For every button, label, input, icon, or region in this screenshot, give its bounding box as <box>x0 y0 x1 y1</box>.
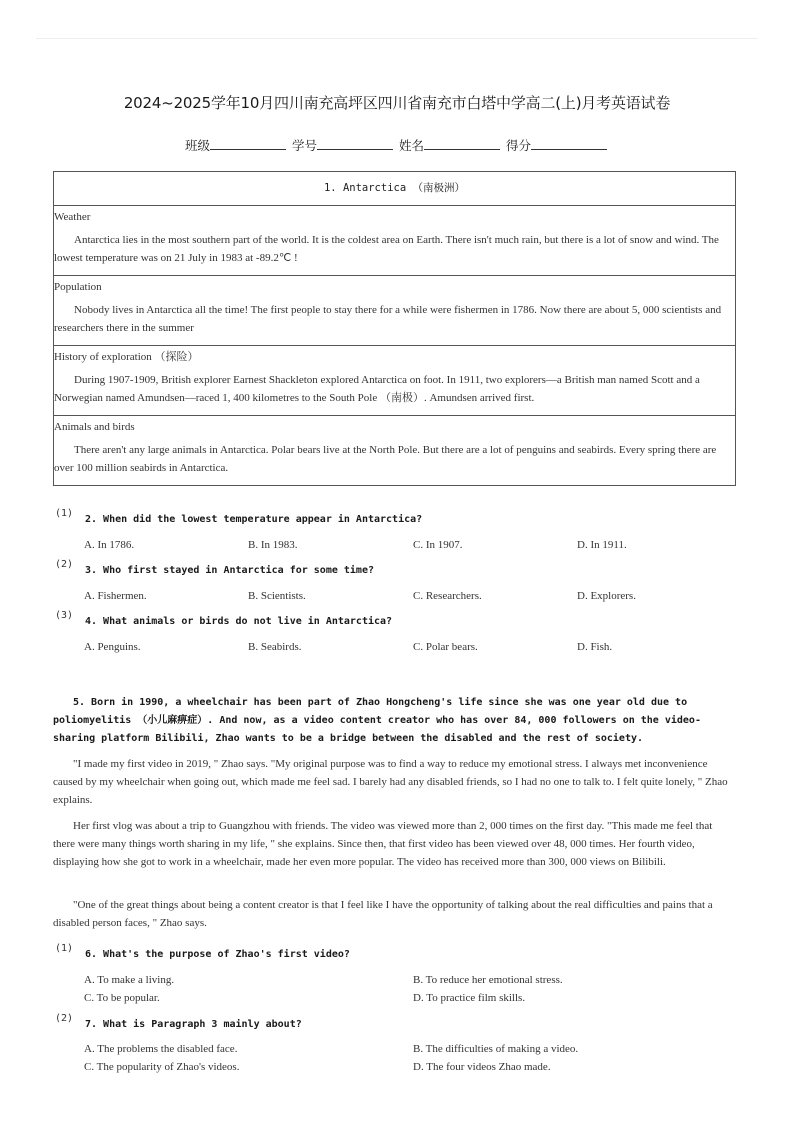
section-animals <box>54 416 735 485</box>
option-c[interactable]: C. In 1907. <box>413 539 463 551</box>
option-b[interactable]: B. The difficulties of making a video. <box>413 1043 579 1055</box>
option-d[interactable]: D. In 1911. <box>577 539 627 551</box>
passage-2-paragraph: "I made my first video in 2019, " Zhao says. "My original purpose was to find a way to reduce my emotional stress. I always met inconvenience caused by my wheelchair when going out, which made me feel sad. I barely had any disabled friends, so I had no one to talk to. I felt quite lonely, " Zhao explains. <box>53 758 728 806</box>
section-heading: Weather <box>54 211 91 223</box>
option-b[interactable]: B. In 1983. <box>248 539 298 551</box>
section-text: Antarctica lies in the most southern part of the world. It is the coldest area on Earth. There isn't much rain, but there is a lot of snow and wind. The lowest temperature was on 21 July in 1983 at -89.2℃ ! <box>54 234 719 264</box>
section-weather <box>54 206 735 276</box>
passage-2-intro: 5. Born in 1990, a wheelchair has been part of Zhao Hongcheng's life since she was one year old due to poliomyelitis （小儿麻痹症）. And now, as a video content creator who has over 84, 000 followers on the video-sharing platform Bilibili, Zhao wants to be a bridge between the disabled and the rest of society. <box>53 697 701 744</box>
option-a[interactable]: A. Fishermen. <box>84 590 147 602</box>
option-a[interactable]: A. To make a living. <box>84 974 175 986</box>
option-a[interactable]: A. Penguins. <box>84 641 141 653</box>
question-stem: 2. When did the lowest temperature appear in Antarctica? <box>85 514 423 525</box>
question-stem: 4. What animals or birds do not live in Antarctica? <box>85 616 393 627</box>
question-stem: 6. What's the purpose of Zhao's first video? <box>85 949 350 960</box>
name-label: 姓名 <box>398 138 424 153</box>
option-a[interactable]: A. In 1786. <box>84 539 135 551</box>
class-blank[interactable] <box>210 137 286 150</box>
option-d[interactable]: D. To practice film skills. <box>413 992 526 1004</box>
page-title: 2024~2025学年10月四川南充高坪区四川省南充市白塔中学高二(上)月考英语试卷 <box>123 94 671 112</box>
student-info-line <box>0 136 794 154</box>
passage-2-paragraph: Her first vlog was about a trip to Guangzhou with friends. The video was viewed more than 2, 000 times on the first day. "This made me feel that there were many things worth sharing in my life, " she explains. Since then, that first video has been viewed over 48, 000 times. Her fourth video, displaying how she got to work in a wheelchair, made her even more popular. The video has received more than 300, 000 views on Bilibili. <box>53 820 713 868</box>
option-d[interactable]: D. Explorers. <box>577 590 636 602</box>
section-text: During 1907-1909, British explorer Earnest Shackleton explored Antarctica on foot. In 1911, two explorers—a British man named Scott and a Norwegian named Amundsen—raced 1, 400 kilometres to the South Pole （南极）. Amundsen arrived first. <box>54 374 700 404</box>
score-blank[interactable] <box>531 137 607 150</box>
option-c[interactable]: C. Polar bears. <box>413 641 478 653</box>
question-number: (1) <box>55 508 74 519</box>
question-stem: 7. What is Paragraph 3 mainly about? <box>85 1019 302 1030</box>
question-number: (3) <box>55 610 74 621</box>
option-c[interactable]: C. The popularity of Zhao's videos. <box>84 1061 240 1073</box>
option-d[interactable]: D. Fish. <box>577 641 613 653</box>
option-d[interactable]: D. The four videos Zhao made. <box>413 1061 551 1073</box>
class-label: 班级 <box>184 138 210 153</box>
student-id-blank[interactable] <box>317 137 393 150</box>
option-b[interactable]: B. Scientists. <box>248 590 306 602</box>
student-id-label: 学号 <box>291 138 317 153</box>
section-text: There aren't any large animals in Antarctica. Polar bears live at the North Pole. But there are a lot of penguins and seabirds. Every spring there are over 100 million seabirds in Antarctica. <box>54 444 717 474</box>
question-number: (2) <box>55 1013 74 1024</box>
section-text: Nobody lives in Antarctica all the time! The first people to stay there for a while were fishermen in 1786. Now there are about 5, 000 scientists and researchers there in the summer <box>54 304 722 334</box>
section-population <box>54 276 735 346</box>
name-blank[interactable] <box>424 137 500 150</box>
option-c[interactable]: C. To be popular. <box>84 992 160 1004</box>
option-a[interactable]: A. The problems the disabled face. <box>84 1043 238 1055</box>
question-stem: 3. Who first stayed in Antarctica for some time? <box>85 565 374 576</box>
passage-title: 1. Antarctica （南极洲） <box>54 172 735 206</box>
option-b[interactable]: B. Seabirds. <box>248 641 302 653</box>
antarctica-passage-table <box>53 171 736 486</box>
option-c[interactable]: C. Researchers. <box>413 590 482 602</box>
section-heading: History of exploration （探险） <box>54 351 199 363</box>
top-divider <box>36 38 758 39</box>
section-heading: Population <box>54 281 102 293</box>
section-heading: Animals and birds <box>54 421 135 433</box>
question-number: (1) <box>55 943 74 954</box>
section-history <box>54 346 735 416</box>
question-number: (2) <box>55 559 74 570</box>
score-label: 得分 <box>505 138 531 153</box>
option-b[interactable]: B. To reduce her emotional stress. <box>413 974 563 986</box>
passage-2-paragraph: "One of the great things about being a content creator is that I feel like I have the opportunity of talking about the real difficulties and pains that a disabled person faces, " Zhao says. <box>53 899 713 929</box>
